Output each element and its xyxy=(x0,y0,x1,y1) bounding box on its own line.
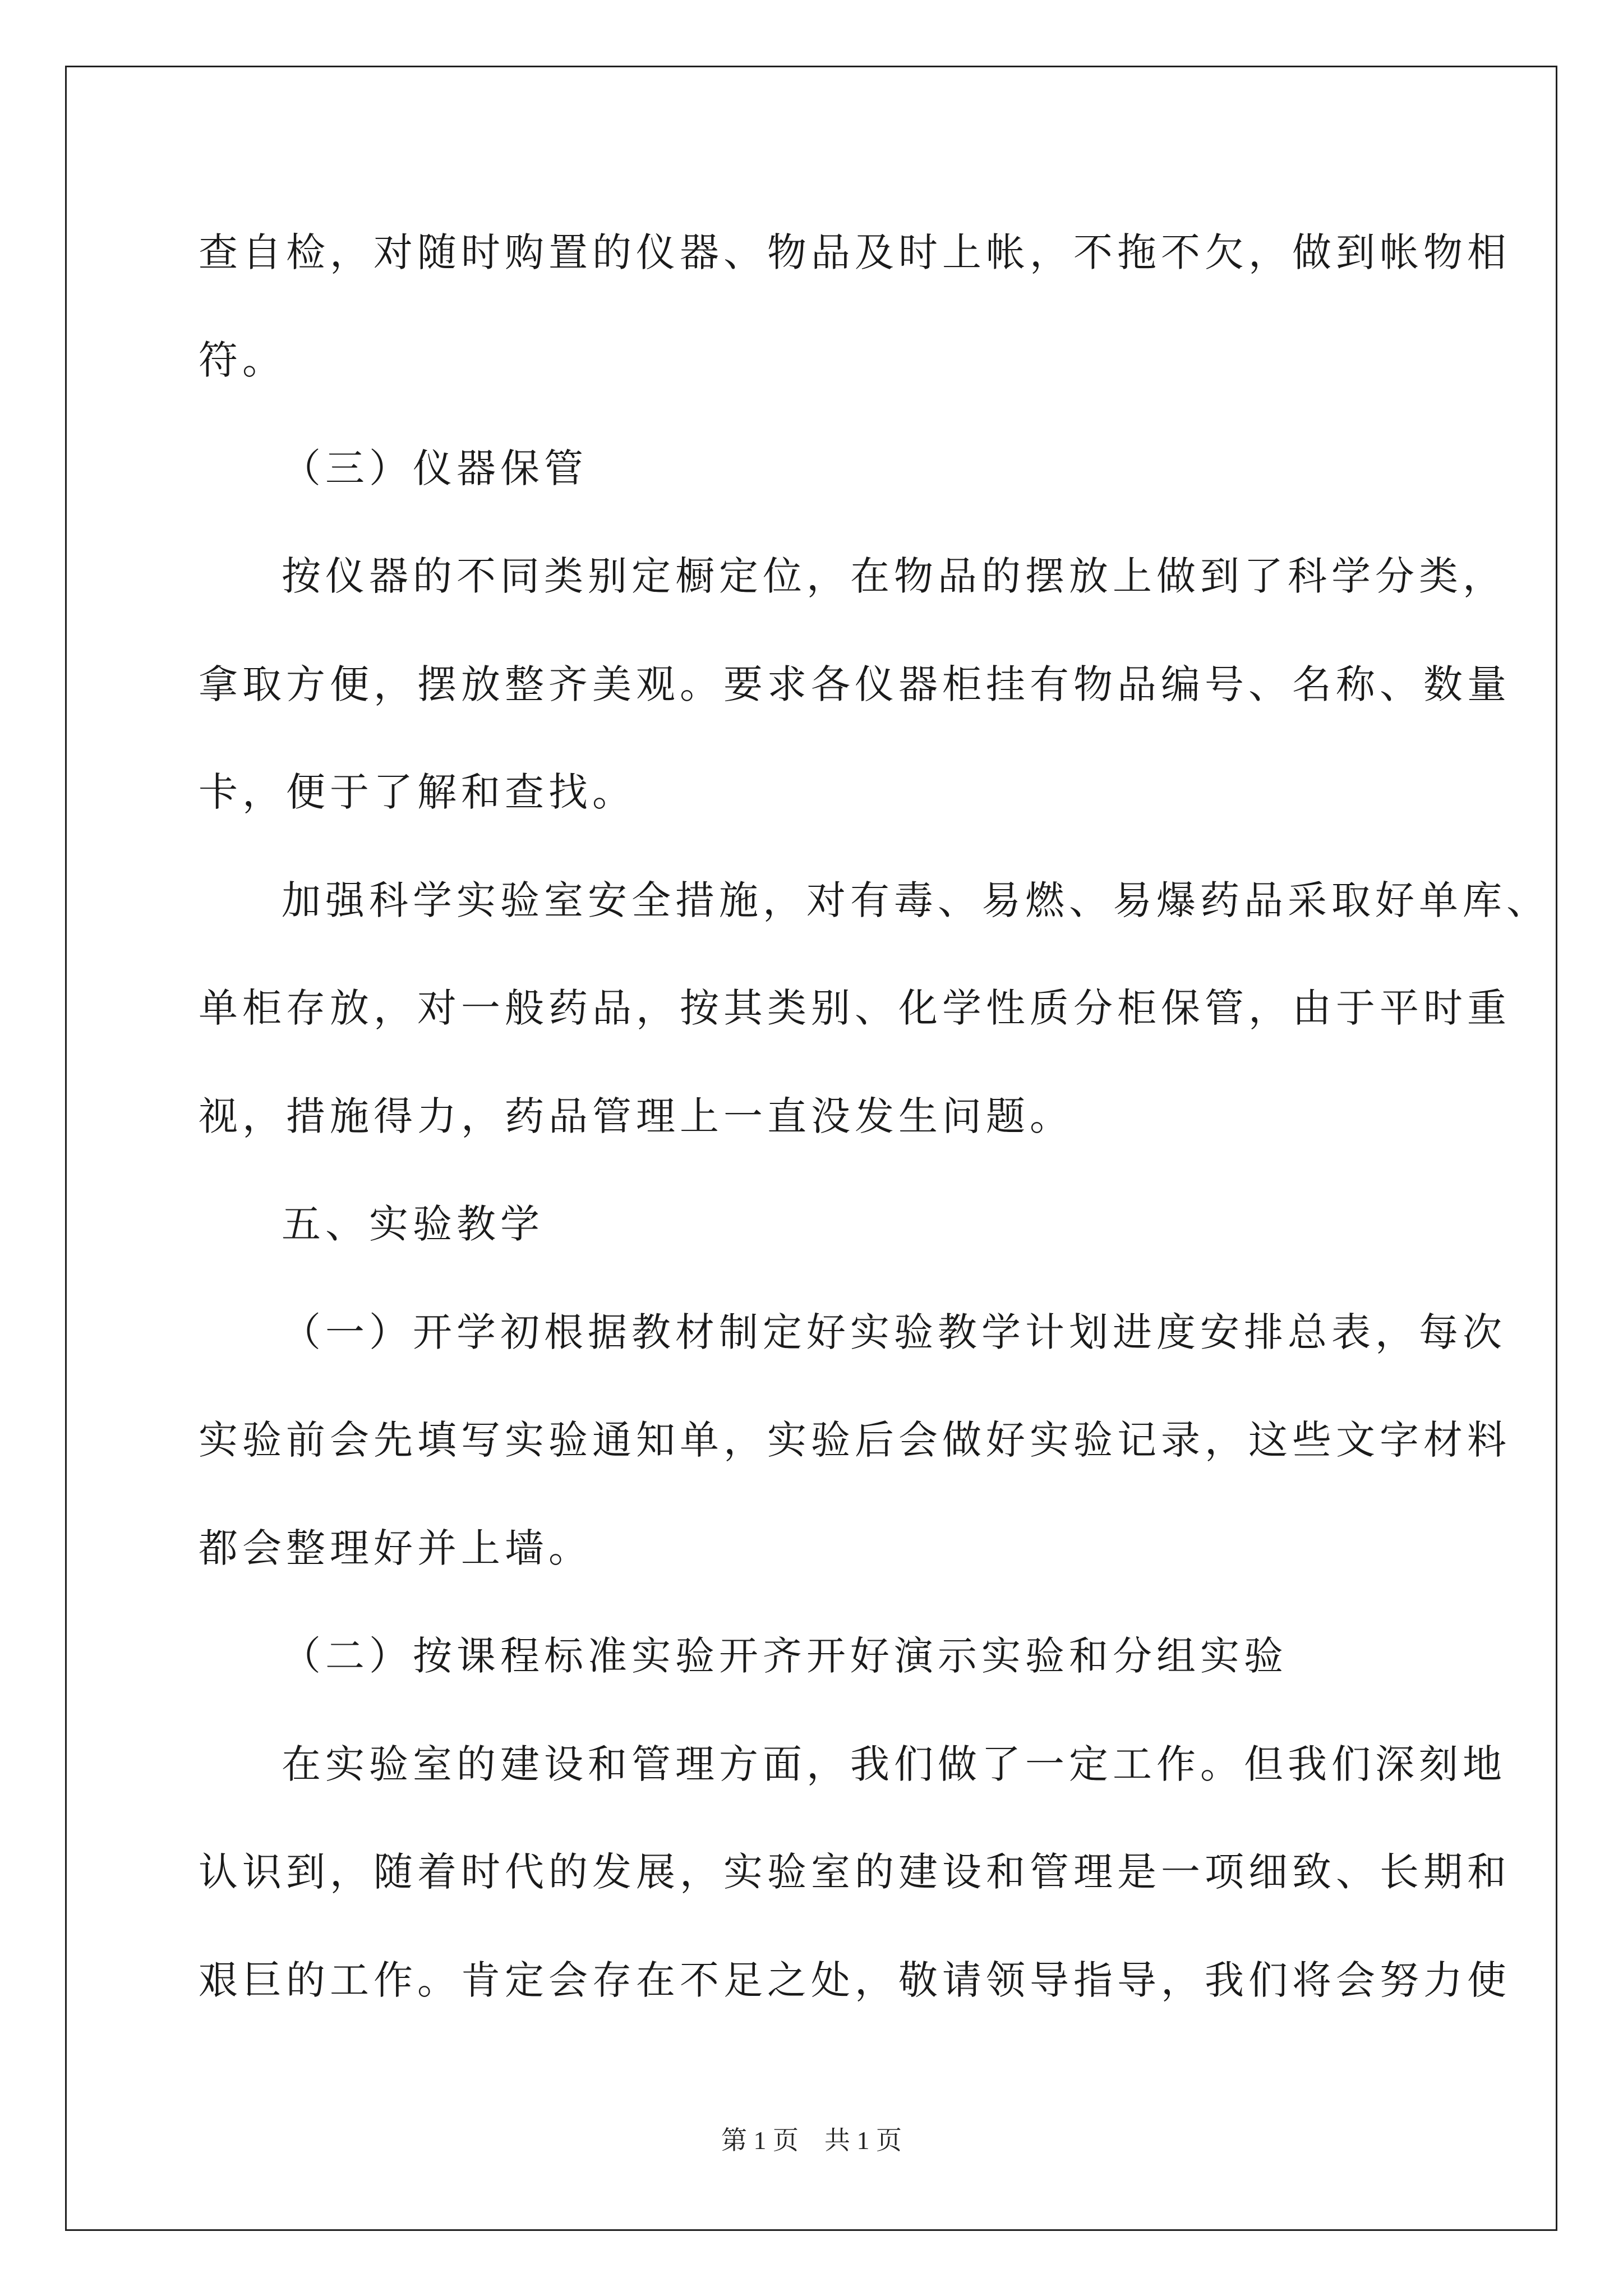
section-heading: （二）按课程标准实验开齐开好演示实验和分组实验 xyxy=(282,1633,1288,1679)
body-text-line: 实验前会先填写实验通知单，实验后会做好实验记录，这些文字材料 xyxy=(199,1417,1511,1463)
body-text-line: （一）开学初根据教材制定好实验教学计划进度安排总表，每次 xyxy=(282,1309,1506,1355)
body-text-line: 认识到，随着时代的发展，实验室的建设和管理是一项细致、长期和 xyxy=(199,1849,1511,1895)
page-footer: 第 1 页 共 1 页 xyxy=(721,2126,902,2155)
body-text-line: 在实验室的建设和管理方面，我们做了一定工作。但我们深刻地 xyxy=(282,1741,1506,1787)
body-text-line: 单柜存放，对一般药品，按其类别、化学性质分柜保管，由于平时重 xyxy=(199,985,1511,1031)
section-heading: （三）仪器保管 xyxy=(282,445,588,491)
body-text-line: 视，措施得力，药品管理上一直没发生问题。 xyxy=(199,1093,1073,1139)
body-text-line: 加强科学实验室安全措施，对有毒、易燃、易爆药品采取好单库、 xyxy=(282,877,1550,923)
body-text-line: 按仪器的不同类别定橱定位，在物品的摆放上做到了科学分类， xyxy=(282,553,1506,599)
body-text-line: 拿取方便，摆放整齐美观。要求各仪器柜挂有物品编号、名称、数量 xyxy=(199,661,1511,707)
body-text-line: 卡，便于了解和查找。 xyxy=(199,769,636,815)
section-heading: 五、实验教学 xyxy=(282,1201,544,1247)
body-text-line: 查自检，对随时购置的仪器、物品及时上帐，不拖不欠，做到帐物相 xyxy=(199,229,1511,275)
body-text-line: 艰巨的工作。肯定会存在不足之处，敬请领导指导，我们将会努力使 xyxy=(199,1957,1511,2003)
body-text-line: 符。 xyxy=(199,337,286,383)
body-text-line: 都会整理好并上墙。 xyxy=(199,1525,592,1571)
page-border xyxy=(65,66,1557,2231)
